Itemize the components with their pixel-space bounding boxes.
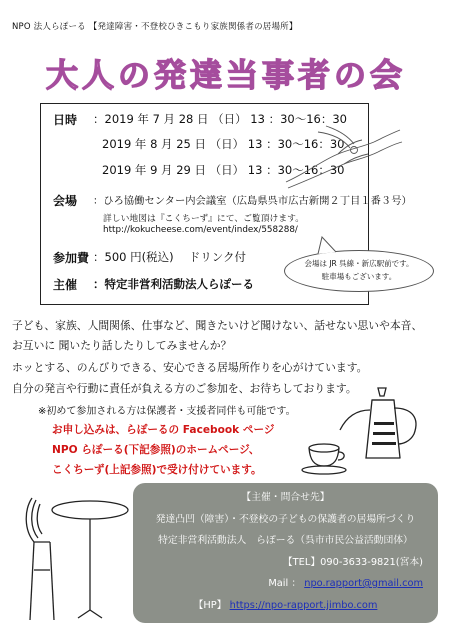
venue-label: 会場 — [53, 194, 78, 208]
date-1: ：2019 年 7 月 28 日 （日） 13 ：30～16：30 — [93, 112, 347, 126]
hands-illustration — [278, 112, 408, 192]
mail-label: Mail ： — [268, 578, 302, 589]
fee-text: ：500 円(税込) ドリンク付 — [93, 250, 247, 264]
page-title: 大人の発達当事者の会 — [45, 56, 406, 94]
body-line-1: 子ども、家族、人間関係、仕事など、聞きたいけど聞けない、話せない思いや本音、 — [12, 319, 423, 332]
apply-line-2: NPO らぽーる(下記参照)のホームページ、 — [52, 444, 260, 456]
organizer-text: ：特定非営利活動法人らぽーる — [93, 277, 254, 291]
apply-line-3: こくちーず(上記参照)で受け付けています。 — [52, 464, 262, 476]
fee-label: 参加費 — [53, 251, 90, 265]
hp-label: 【HP】 — [193, 600, 227, 611]
mail-link[interactable]: npo.rapport@gmail.com — [304, 578, 423, 589]
contact-tel: 【TEL】090-3633-9821(宮本) — [282, 557, 423, 568]
coffee-illustration — [300, 378, 430, 480]
body-line-2: お互いに 聞いたり話したりしてみませんか？ — [12, 339, 232, 352]
body-line-3: ホッとする、のんびりできる、安心できる居場所作りを心がけています。 — [12, 361, 368, 374]
date-3: 2019 年 9 月 29 日 （日） 13 ：30～16：30 — [102, 163, 345, 177]
contact-line-2: 特定非営利活動法人 らぽーる（呉市市民公益活動団体） — [158, 535, 413, 546]
venue-bubble — [284, 250, 434, 292]
bubble-line-1: 会場は JR 呉線・新広駅前です。 — [304, 259, 414, 268]
contact-box — [133, 483, 438, 623]
date-2: 2019 年 8 月 25 日 （日） 13 ：30～16：30 — [102, 137, 345, 151]
bubble-tail — [316, 236, 340, 254]
contact-heading: 【主催・問合せ先】 — [241, 492, 330, 503]
contact-hp-row — [133, 597, 438, 611]
bubble-line-2: 駐車場もございます。 — [321, 272, 397, 281]
organizer-label: 主催 — [53, 278, 78, 292]
header-text: NPO 法人らぽーる 【発達障害・不登校ひきこもり家族関係者の居場所】 — [12, 22, 298, 32]
date-label: 日時 — [53, 113, 78, 127]
map-note: 詳しい地図は『こくちーず』にて、ご覧頂けます。 — [103, 214, 305, 224]
body-line-4: 自分の発言や行動に責任が負える方のご参加を、お待ちしております。 — [12, 382, 357, 395]
body-note: ※初めて参加される方は保護者・支援者同伴も可能です。 — [38, 406, 296, 417]
hp-link[interactable]: https://npo-rapport.jimbo.com — [229, 600, 378, 611]
apply-line-1: お申し込みは、らぽーるの Facebook ページ — [52, 424, 275, 436]
venue-text: ：ひろ協働センター内会議室（広島県呉市広古新開２丁目１番３号） — [93, 195, 412, 207]
map-url[interactable]: http://kokucheese.com/event/index/558288/ — [103, 225, 298, 235]
contact-line-1: 発達凸凹（障害）・不登校の子どもの保護者の居場所づくり — [155, 514, 416, 525]
contact-mail-row — [173, 575, 423, 589]
table-chair-illustration — [20, 470, 140, 630]
